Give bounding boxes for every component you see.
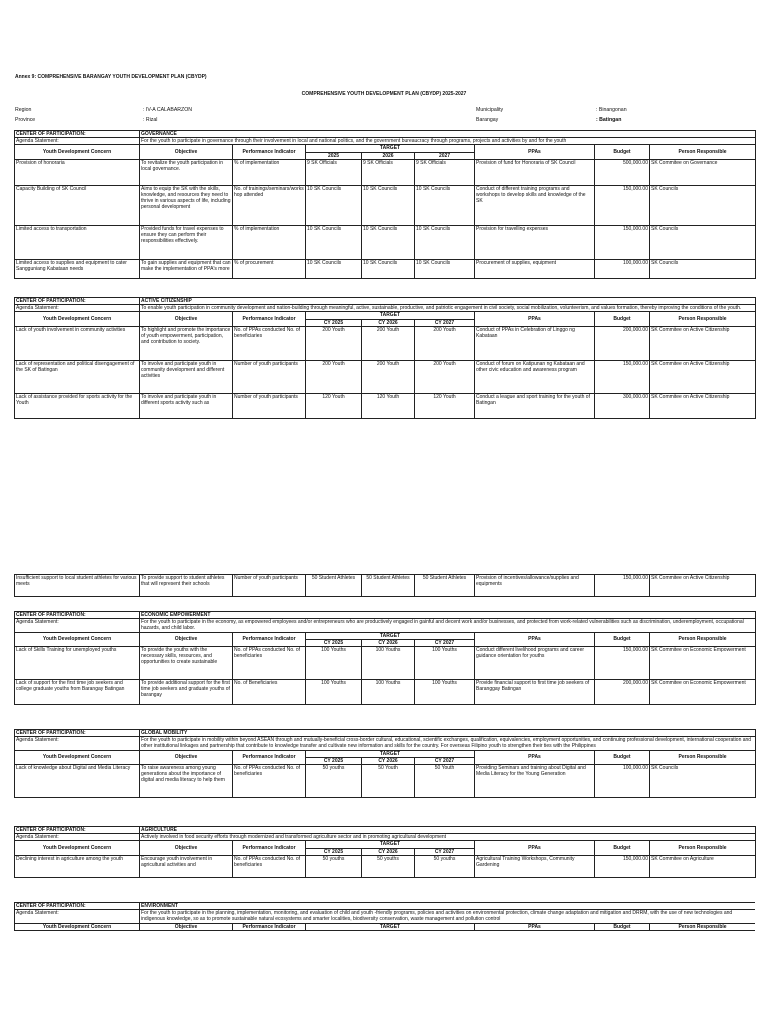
indicator-cell: Number of youth participants [233,575,306,597]
target-cell: 9 SK Officials [306,159,362,185]
person-header: Person Responsible [650,923,756,930]
indicator-cell: Number of youth participants [233,393,306,418]
section-title: GLOBAL MOBILITY [140,730,756,737]
indicator-cell: % of procurement [233,259,306,278]
concern-header: Youth Development Concern [15,632,140,646]
person-cell: SK Commitee on Active Citizenship [650,360,756,393]
objective-cell: To involve and participate youth in community development and different activities [140,360,233,393]
ppa-cell: Provision of incentives/allowance/supplies and equipments [475,575,595,597]
target-cell: 200 Youth [415,326,475,360]
budget-header: Budget [595,145,650,159]
section-title: AGRICULTURE [140,827,756,834]
ppas-header: PPAs [475,841,595,855]
center-label: CENTER OF PARTICIPATION: [15,612,140,619]
target-cell: 100 Youths [415,647,475,680]
ppa-cell: Provide financial support to first time job seekers of Baranggay Batingan [475,680,595,705]
table-row [15,326,756,360]
concern-text: Declining interest in agriculture among the youth [16,855,124,862]
table-row [15,765,756,798]
indicator-header: Performance Indicator [233,632,306,646]
concern-header: Youth Development Concern [15,312,140,326]
ppa-cell: Agricultural Training Workshops, Community Gardening [475,855,595,877]
agenda-label: Agenda Statement: [15,305,140,312]
barangay-label: Barangay [476,117,499,123]
budget-cell: 100,000.00 [595,765,650,798]
ppa-cell: Provision for travelling expenses [475,225,595,259]
active-citizenship-continued [14,574,755,597]
person-cell: SK Commitee on Active Citizenship [650,393,756,418]
objective-text: To involve and participate youth in different sports activity such as [141,393,217,407]
objective-cell: To revitalize the youth participation in local governance. [140,159,233,185]
table-row [15,575,756,597]
ppa-cell: Procurement of supplies, equipment [475,259,595,278]
budget-cell: 150,000.00 [595,855,650,877]
person-header: Person Responsible [650,312,756,326]
objective-header: Objective [140,312,233,326]
concern-cell: Lack of representation and political disengagement of the SK of Batingan [15,360,140,393]
concern-cell: Limited access to transportation [15,225,140,259]
target-cell: 100 Youths [362,680,415,705]
year-header: CY 2027 [415,757,475,764]
ppas-header: PPAs [475,145,595,159]
target-cell: 120 Youth [362,393,415,418]
target-header: TARGET [306,841,475,848]
indicator-cell: % of implementation [233,159,306,185]
ppa-text: Conduct a league and sport training for the youth of Batingan [476,393,590,407]
objective-cell [140,185,233,225]
center-label: CENTER OF PARTICIPATION: [15,827,140,834]
year-header: CY 2025 [306,757,362,764]
ppa-cell [475,393,595,418]
objective-cell [140,575,233,597]
section-title: ECONOMIC EMPOWERMENT [140,612,756,619]
province-label: Province [15,117,36,123]
center-label: CENTER OF PARTICIPATION: [15,730,140,737]
concern-cell: Limited access to supplies and equipment to cater Sangguniang Kabataan needs [15,259,140,278]
person-header: Person Responsible [650,750,756,764]
objective-cell: Provided funds for travel expenses to ensure they can perform their responsibilities effectively. [140,225,233,259]
barangay-row [476,117,621,123]
person-cell: SK Commitee on Economic Empowerment [650,680,756,705]
year-header: CY 2027 [415,319,475,326]
ppa-cell: Conduct different livelihood programs and career guidance orientation for youths [475,647,595,680]
indicator-cell: No. of PPAs conducted No. of beneficiaries [233,326,306,360]
section-title: ACTIVE CITIZENSHIP [140,298,756,305]
agenda-statement: To enable youth participation in community development and nation-building through meaningful, active, sustainable, productive, and patriotic engagement in civil society, social mobilization, volunteerism, and values formation, thereby improving the conditions of the youth. [140,305,756,312]
budget-cell: 200,000.00 [595,326,650,360]
concern-header: Youth Development Concern [15,923,140,930]
target-header: TARGET [306,145,475,152]
budget-cell: 150,000.00 [595,225,650,259]
person-cell: SK Commitee on Active Citizenship [650,575,756,597]
year-header: 2026 [362,152,415,159]
year-header: CY 2025 [306,639,362,646]
concern-header: Youth Development Concern [15,750,140,764]
target-cell: 50 Youth [362,765,415,798]
target-cell: 10 SK Councils [362,225,415,259]
objective-text: To provide additional support for the first time job seekers and graduate youths of barangay [141,680,230,699]
budget-header: Budget [595,923,650,930]
target-cell: 10 SK Councils [306,259,362,278]
person-cell: SK Councils [650,259,756,278]
table-row [15,259,756,278]
agenda-statement: For the youth to participate in the economy, as empowered employees and/or entrepreneurs who are productively engaged in gainful and decent work and/or businesses, and protected from work-related vulnerabilities such as discrimination, underemployment, occupational hazards, and child labor. [140,619,756,632]
concern-cell: Lack of knowledge about Digital and Media Literacy [15,765,140,798]
objective-cell [140,680,233,705]
budget-cell: 200,000.00 [595,680,650,705]
budget-cell: 100,000.00 [595,259,650,278]
table-row [15,185,756,225]
target-cell: 100 Youths [306,647,362,680]
target-cell: 10 SK Councils [415,225,475,259]
indicator-cell: No. of Beneficiaries [233,680,306,705]
target-cell: 9 SK Officials [415,159,475,185]
objective-header: Objective [140,145,233,159]
objective-cell [140,855,233,877]
objective-cell: To raise awareness among young generations about the importance of digital and media literacy to help them [140,765,233,798]
environment-section [14,902,755,1024]
target-cell: 50 youths [306,855,362,877]
budget-header: Budget [595,750,650,764]
target-cell: 100 Youths [306,680,362,705]
indicator-header: Performance Indicator [233,923,306,930]
objective-header: Objective [140,841,233,855]
objective-text: Aims to equip the SK with the skills, knowledge, and resources they need to thrive in various aspects of life, including personal development [141,185,231,211]
table-row [15,855,756,877]
governance-section [14,130,755,279]
ppa-cell: Conduct of PPAs in Celebration of Linggo ng Kabataan [475,326,595,360]
agenda-statement: For the youth to participate in the planning, implementation, monitoring, and evaluation of child and youth -friendly programs, policies and activities on environmental protection, climate change adaptation and mitigation and DRRM, with the use of new technologies and indigenous knowledge, so as to promote sustainable natural ecosystems and smarter localities, biodiversity conservation, waste management and pollution control [140,910,756,923]
section-title: ENVIRONMENT [140,903,756,910]
region-row [15,107,192,113]
person-header: Person Responsible [650,632,756,646]
concern-cell: Provision of honoraria [15,159,140,185]
budget-cell: 150,000.00 [595,575,650,597]
document-title: COMPREHENSIVE YOUTH DEVELOPMENT PLAN (CBYDP) 2025-2027 [301,91,467,97]
person-cell: SK Commitee on Active Citizenship [650,326,756,360]
target-cell: 50 youths [362,855,415,877]
person-header: Person Responsible [650,841,756,855]
year-header: 2025 [306,152,362,159]
ppas-header: PPAs [475,312,595,326]
year-header: CY 2026 [362,639,415,646]
target-header: TARGET [306,750,475,757]
target-cell: 50 Youth [415,765,475,798]
budget-cell: 150,000.00 [595,360,650,393]
center-label: CENTER OF PARTICIPATION: [15,298,140,305]
target-cell: 10 SK Councils [415,259,475,278]
municipality-label: Municipality [476,107,504,113]
economic-empowerment-section [14,611,755,705]
municipality-value: : Binangonan [596,107,627,113]
year-header: CY 2027 [415,639,475,646]
target-cell: 50 Student Athletes [362,575,415,597]
objective-cell [140,259,233,278]
table-row [15,393,756,418]
agenda-statement: For the youth to participate in mobility within beyond ASEAN through and mutually-beneficial cross-border cultural, educational, scientific exchanges, qualification, equivalencies, employment opportunities, and continuing professional development, international cooperation and other institutional linkages and partnership that contribute to knowledge transfer and cultivate new information and skills for the country. For overseas Filipino youth to strengthen their ties with the Philippines [140,737,756,750]
target-cell: 120 Youth [306,393,362,418]
target-cell: 120 Youth [415,393,475,418]
target-cell: 50 Student Athletes [306,575,362,597]
target-header: TARGET [306,632,475,639]
objective-text: To gain supplies and equipment that can make the implementation of PPA's more [141,259,231,273]
indicator-header: Performance Indicator [233,312,306,326]
target-header: TARGET [306,312,475,319]
concern-cell: Lack of youth involvement in community activities [15,326,140,360]
target-cell: 10 SK Councils [306,185,362,225]
budget-header: Budget [595,841,650,855]
annex-title: Annex 9: COMPREHENSIVE BARANGAY YOUTH DEVELOPMENT PLAN (CBYDP) [15,74,207,80]
ppa-cell: Provision of fund for Honoraria of SK Council [475,159,595,185]
indicator-cell: No. of PPAs conducted No. of beneficiaries [233,855,306,877]
ppa-cell: Providing Seminars and training about Digital and Media Literacy for the Young Generation [475,765,595,798]
target-cell: 200 Youth [362,326,415,360]
budget-cell: 300,000.00 [595,393,650,418]
agenda-label: Agenda Statement: [15,138,140,145]
target-cell: 10 SK Councils [415,185,475,225]
person-cell: SK Councils [650,765,756,798]
center-label: CENTER OF PARTICIPATION: [15,131,140,138]
person-header: Person Responsible [650,145,756,159]
concern-cell: Insufficient support to local student athletes for various meets [15,575,140,597]
municipality-row [476,107,627,113]
ppa-cell: Conduct of different training programs and workshops to develop skills and knowledge of the SK [475,185,595,225]
center-label: CENTER OF PARTICIPATION: [15,903,140,910]
target-cell: 10 SK Councils [306,225,362,259]
budget-cell: 500,000.00 [595,159,650,185]
objective-text: To provide support to student athletes that will represent their schools [141,575,225,588]
budget-header: Budget [595,632,650,646]
target-cell: 50 youths [306,765,362,798]
indicator-cell: No. of PPAs conducted No. of beneficiaries [233,765,306,798]
province-value: : Rizal [143,117,158,123]
objective-header: Objective [140,632,233,646]
target-cell: 100 Youths [415,680,475,705]
year-header: CY 2025 [306,848,362,855]
province-row [15,117,157,123]
agenda-statement: Actively involved in food security efforts through modernized and transformed agriculture sector and in promoting agricultural development [140,834,756,841]
table-row [15,225,756,259]
indicator-header: Performance Indicator [233,145,306,159]
concern-header: Youth Development Concern [15,145,140,159]
objective-cell: To highlight and promote the importance of youth empowerment, participation, and contribution to society. [140,326,233,360]
objective-cell: To provide the youths with the necessary skills, resources, and opportunities to create sustainable [140,647,233,680]
indicator-cell: % of implementation [233,225,306,259]
year-header: CY 2027 [415,848,475,855]
target-cell: 200 Youth [306,326,362,360]
objective-cell [140,393,233,418]
target-header: TARGET [306,923,475,930]
target-cell: 50 youths [415,855,475,877]
indicator-header: Performance Indicator [233,750,306,764]
agenda-label: Agenda Statement: [15,619,140,632]
target-cell: 200 Youth [306,360,362,393]
year-header: CY 2026 [362,848,415,855]
year-header: CY 2025 [306,319,362,326]
person-cell: SK Commitee on Governance [650,159,756,185]
budget-cell: 150,000.00 [595,647,650,680]
objective-header: Objective [140,750,233,764]
indicator-cell: No. of trainings/seminars/works hop attended [233,185,306,225]
person-cell: SK Councils [650,185,756,225]
budget-cell: 150,000.00 [595,185,650,225]
person-cell: SK Commitee on Agriculture [650,855,756,877]
concern-cell: Lack of Skills Training for unemployed youths [15,647,140,680]
table-row [15,360,756,393]
agenda-label: Agenda Statement: [15,737,140,750]
objective-text: Encourage youth involvement in agricultural activities and [141,855,213,869]
table-row [15,159,756,185]
target-cell: 200 Youth [362,360,415,393]
indicator-header: Performance Indicator [233,841,306,855]
concern-header: Youth Development Concern [15,841,140,855]
person-cell: SK Councils [650,225,756,259]
budget-header: Budget [595,312,650,326]
table-row [15,680,756,705]
agenda-label: Agenda Statement: [15,834,140,841]
ppas-header: PPAs [475,923,595,930]
agriculture-section [14,826,755,878]
target-cell: 10 SK Councils [362,259,415,278]
target-cell: 100 Youths [362,647,415,680]
year-header: 2027 [415,152,475,159]
objective-header: Objective [140,923,233,930]
ppas-header: PPAs [475,632,595,646]
person-cell: SK Commitee on Economic Empowerment [650,647,756,680]
agenda-label: Agenda Statement: [15,910,140,923]
ppa-cell: Conduct of forum on Katipunan ng Kabataan and other civic education and awareness program [475,360,595,393]
global-mobility-section [14,729,755,798]
target-cell: 50 Student Athletes [415,575,475,597]
target-cell: 10 SK Councils [362,185,415,225]
target-cell: 9 SK Officials [362,159,415,185]
section-title: GOVERNANCE [140,131,756,138]
concern-cell: Lack of assistance provided for sports activity for the Youth [15,393,140,418]
indicator-cell: No. of PPAs conducted No. of beneficiaries [233,647,306,680]
concern-cell: Capacity Building of SK Council [15,185,140,225]
indicator-cell: Number of youth participants [233,360,306,393]
agenda-statement: For the youth to participate in governance through their involvement in local and national politics, and the government bureaucracy through programs, projects and activities by and for the youth [140,138,756,145]
year-header: CY 2026 [362,757,415,764]
target-cell: 200 Youth [415,360,475,393]
active-citizenship-section [14,297,755,419]
region-label: Region [15,107,32,113]
concern-cell [15,855,140,877]
year-header: CY 2026 [362,319,415,326]
region-value: : IV-A CALABARZON [143,107,193,113]
table-row [15,647,756,680]
barangay-value: : Batingan [596,117,622,123]
ppas-header: PPAs [475,750,595,764]
concern-cell: Lack of support for the first time job seekers and college graduate youths from Barangay Batingan [15,680,140,705]
